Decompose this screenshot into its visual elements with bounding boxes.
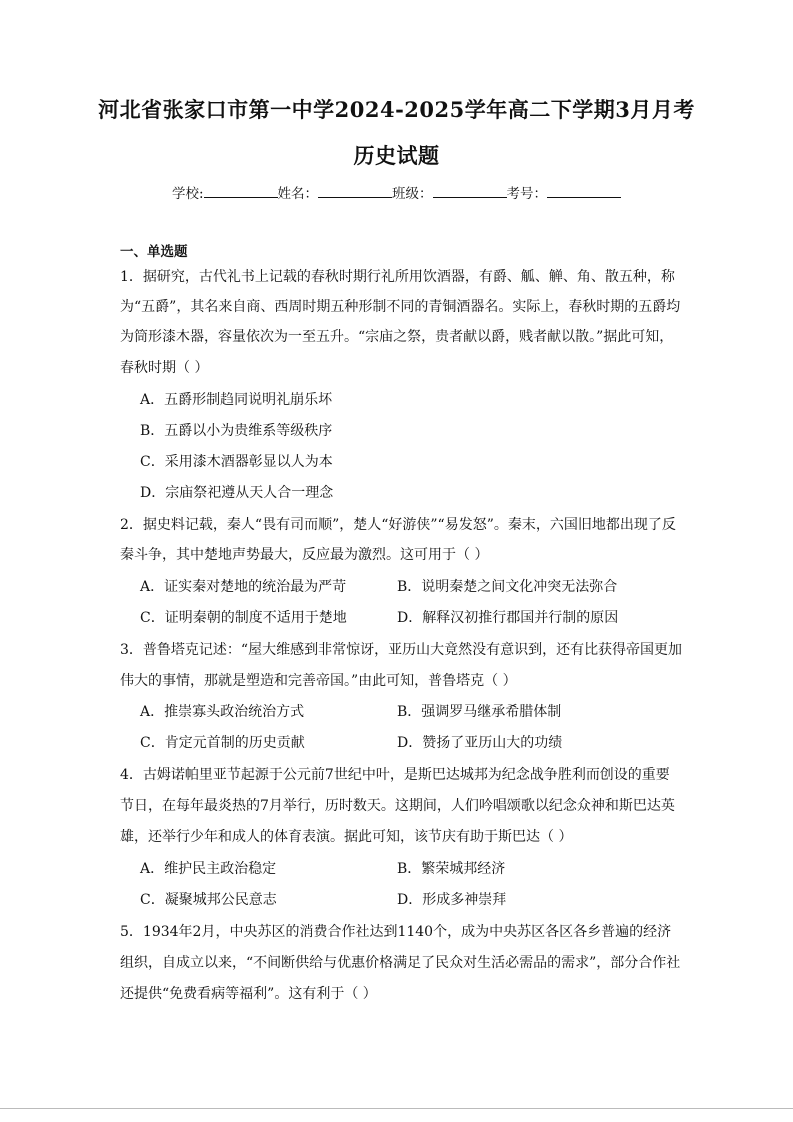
page-bottom-rule [0,1108,793,1109]
question-4-line-1: 4．古姆诺帕里亚节起源于公元前7世纪中叶，是斯巴达城邦为纪念战争胜利而创设的重要 [120,767,670,783]
question-4-option-b: B．繁荣城邦经济 [397,861,506,877]
question-3-option-c: C．肯定元首制的历史贡献 [140,735,305,751]
question-1-option-a: A．五爵形制趋同说明礼崩乐坏 [140,392,333,408]
question-1-line-4: 春秋时期（ ） [120,360,209,376]
school-label: 学校: [171,186,204,202]
exam-number-blank [547,185,621,198]
question-2-line-2: 秦斗争，其中楚地声势最大，反应最为激烈。这可用于（ ） [120,547,489,563]
question-1-line-2: 为“五爵”，其名来自商、西周时期五种形制不同的青铜酒器名。实际上，春秋时期的五爵均 [120,299,681,315]
question-3-option-a: A．推崇寡头政治统治方式 [140,704,305,720]
exam-number-field [507,182,622,202]
question-2-option-a: A．证实秦对楚地的统治最为严苛 [140,579,347,595]
question-2-option-b: B．说明秦楚之间文化冲突无法弥合 [397,579,618,595]
question-4-option-c: C．凝聚城邦公民意志 [140,892,277,908]
question-2-option-c: C．证明秦朝的制度不适用于楚地 [140,610,347,626]
question-1-line-1: 1．据研究，古代礼书上记载的春秋时期行礼所用饮酒器，有爵、觚、觯、角、散五种，称 [120,269,675,285]
question-3-line-1: 3．普鲁塔克记述：“屋大维感到非常惊讶，亚历山大竟然没有意识到，还有比获得帝国更加 [120,642,683,658]
question-2-option-d: D．解释汉初推行郡国并行制的原因 [397,610,619,626]
exam-subtitle: 历史试题 [353,143,440,168]
student-info-line [0,182,793,202]
question-1-line-3: 为筒形漆木器，容量依次为一至五升。“宗庙之祭，贵者献以爵，贱者献以散。”据此可知， [120,329,674,345]
exam-title: 河北省张家口市第一中学2024-2025学年高二下学期3月月考 [98,97,695,122]
class-blank [433,185,507,198]
exam-number-label: 考号： [506,186,548,202]
question-4-option-a: A．维护民主政治稳定 [140,861,277,877]
question-5-line-1: 5．1934年2月，中央苏区的消费合作社达到1140个，成为中央苏区各区各乡普遍的经济 [120,924,672,940]
question-3-option-d: D．赞扬了亚历山大的功绩 [397,735,563,751]
name-blank [318,185,392,198]
question-2-line-1: 2．据史料记载，秦人“畏有司而顺”，楚人“好游侠”“易发怒”。秦末，六国旧地都出现了反 [120,517,676,533]
question-4-line-3: 雄，还举行少年和成人的体育表演。据此可知，该节庆有助于斯巴达（ ） [120,829,573,845]
question-3-option-b: B．强调罗马继承希腊体制 [397,704,562,720]
question-3-line-2: 伟大的事情，那就是塑造和完善帝国。”由此可知，普鲁塔克（ ） [120,673,517,689]
question-4-option-d: D．形成多神崇拜 [397,892,507,908]
class-label: 班级： [392,186,433,202]
question-4-line-2: 节日，在每年最炎热的7月举行，历时数天。这期间，人们吟唱颂歌以纪念众神和斯巴达英 [120,798,675,814]
name-label: 姓名： [277,186,319,202]
section-heading: 一、单选题 [120,244,188,260]
school-field [172,182,278,202]
question-5-line-3: 还提供“免费看病等福利”。这有利于（ ） [120,986,377,1002]
question-5-line-2: 组织，自成立以来，“不间断供给与优惠价格满足了民众对生活必需品的需求”，部分合作社 [120,955,681,971]
school-blank [204,185,278,198]
class-field [392,182,507,202]
question-1-option-c: C．采用漆木酒器彰显以人为本 [140,454,333,470]
name-field [278,182,393,202]
question-1-option-d: D．宗庙祭祀遵从天人合一理念 [140,485,334,501]
question-1-option-b: B．五爵以小为贵维系等级秩序 [140,423,333,439]
